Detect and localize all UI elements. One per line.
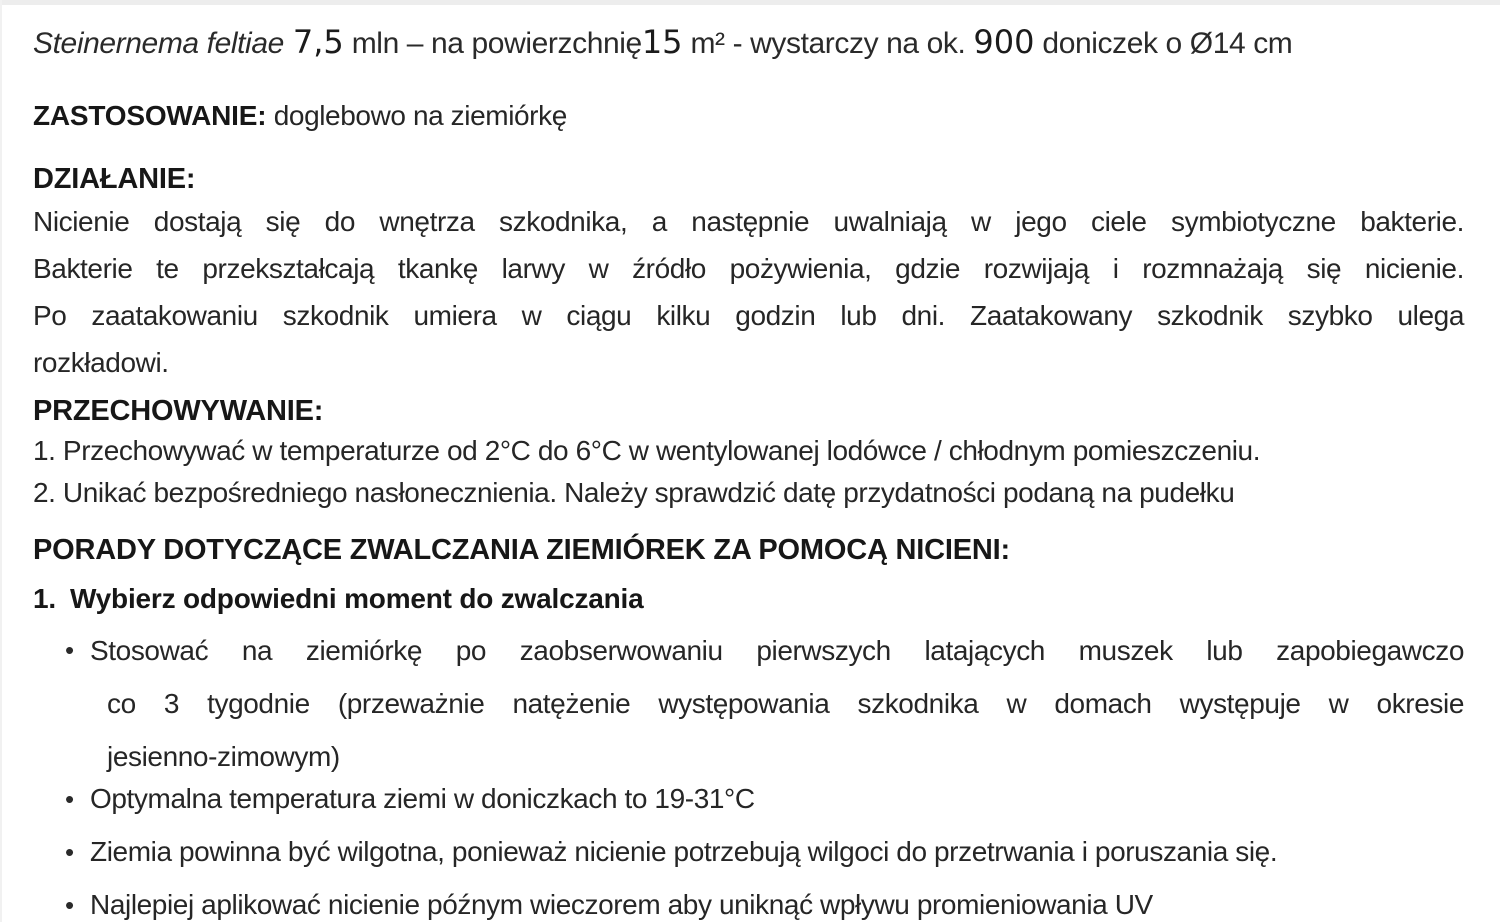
przechowywanie-list bbox=[33, 430, 1464, 514]
species-name: Steinernema feltiae bbox=[33, 27, 284, 60]
application-line bbox=[33, 96, 1464, 136]
scan-artifact-left-edge bbox=[0, 0, 2, 922]
section-heading-dzialanie: DZIAŁANIE: bbox=[33, 163, 196, 195]
step-1-heading bbox=[33, 578, 1464, 620]
text-line: rozkładowi. bbox=[33, 347, 169, 378]
text-line: Bakterie te przekształcają tkankę larwy w źródło pożywienia, gdzie rozwijają i rozmnażają się nicienie. bbox=[33, 253, 1464, 284]
text-line: Po zaatakowaniu szkodnik umiera w ciągu kilku godzin lub dni. Zaatakowany szkodnik szybko ulega bbox=[33, 300, 1464, 331]
text-line: • Najlepiej aplikować nicienie późnym wieczorem aby uniknąć wpływu promieniowania UV bbox=[33, 885, 1464, 922]
title-segment-c: doniczek o Ø14 cm bbox=[1034, 27, 1293, 60]
bullet-list-tips bbox=[33, 779, 1464, 922]
scan-artifact-top-edge bbox=[0, 0, 1500, 5]
step-1-number: 1. bbox=[33, 583, 56, 614]
product-title-line bbox=[33, 22, 1464, 64]
section-heading-porady: PORADY DOTYCZĄCE ZWALCZANIA ZIEMIÓREK ZA POMOCĄ NICIENI: bbox=[33, 534, 1010, 566]
text-line: 2. Unikać bezpośredniego nasłonecznienia. Należy sprawdzić datę przydatności podaną na pudełku bbox=[33, 477, 1235, 508]
title-segment-b: m² - wystarczy na ok. bbox=[682, 27, 974, 60]
text-line: jesienno-zimowym) bbox=[107, 741, 340, 772]
dzialanie-paragraph bbox=[33, 198, 1464, 386]
application-label: ZASTOSOWANIE: bbox=[33, 100, 267, 131]
text-line: • Stosować na ziemiórkę po zaobserwowaniu pierwszych latających muszek lub zapobiegawczo bbox=[90, 635, 1464, 666]
text-line: Nicienie dostają się do wnętrza szkodnika, a następnie uwalniają w jego ciele symbiotyczne bakterie. bbox=[33, 206, 1464, 237]
area-value: 15 bbox=[641, 23, 683, 61]
bullet-item-application-timing bbox=[33, 624, 1464, 783]
text-line: • Ziemia powinna być wilgotna, ponieważ nicienie potrzebują wilgoci do przetrwania i poruszania się. bbox=[33, 832, 1464, 872]
text-line: co 3 tygodnie (przeważnie natężenie występowania szkodnika w domach występuje w okresie bbox=[107, 688, 1464, 719]
title-segment-a: mln – na powierzchnię bbox=[343, 27, 642, 60]
text-line: • Optymalna temperatura ziemi w doniczkach to 19-31°C bbox=[33, 779, 1464, 819]
text-line: 1. Przechowywać w temperaturze od 2°C do 6°C w wentylowanej lodówce / chłodnym pomieszczeniu. bbox=[33, 435, 1261, 466]
pots-count-value: 900 bbox=[973, 23, 1035, 61]
section-heading-przechowywanie: PRZECHOWYWANIE: bbox=[33, 395, 324, 427]
quantity-value: 7,5 bbox=[292, 23, 344, 61]
application-text: doglebowo na ziemiórkę bbox=[266, 100, 567, 131]
step-1-title: Wybierz odpowiedni moment do zwalczania bbox=[69, 583, 644, 614]
